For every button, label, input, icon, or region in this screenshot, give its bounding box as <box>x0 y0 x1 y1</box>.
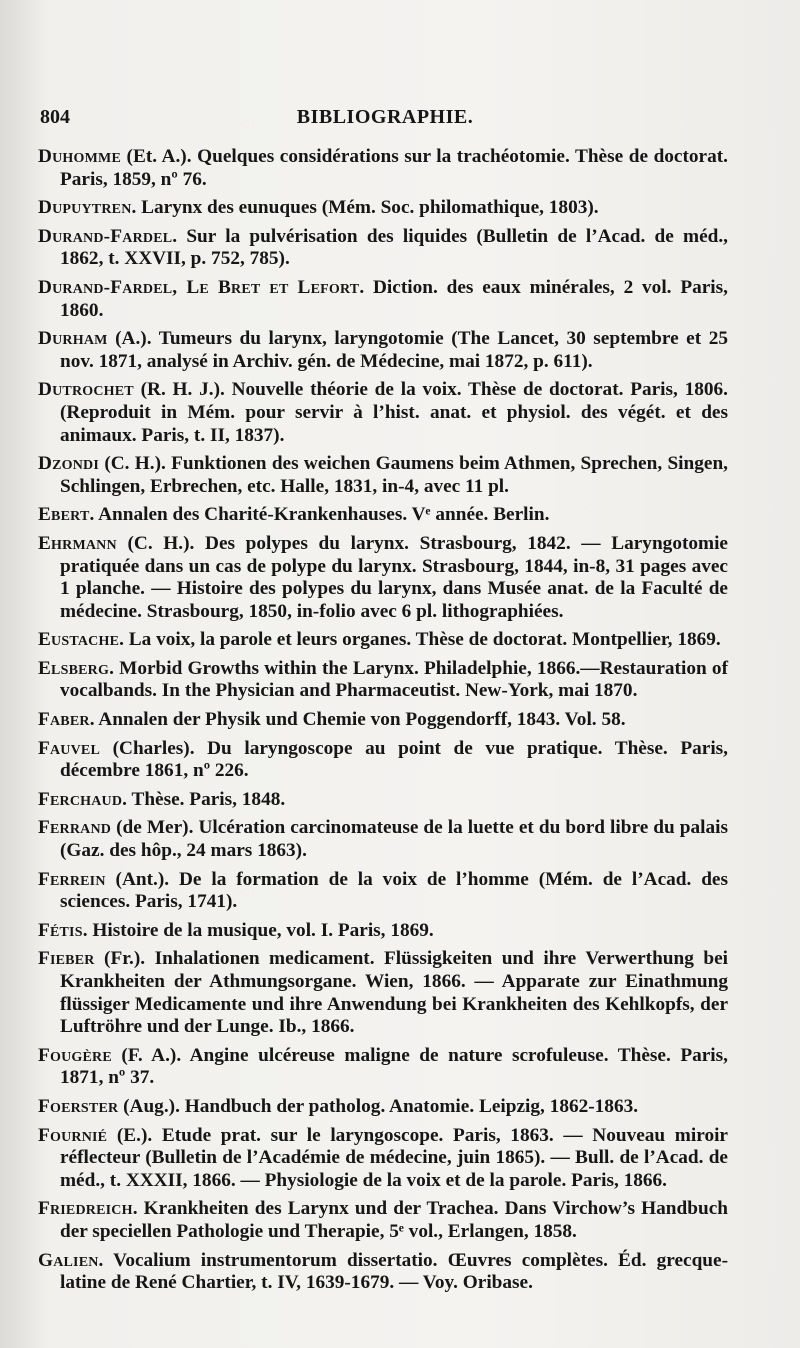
entry-text: (Fr.). Inhalationen medicament. Flüssigkeiten und ihre Verwerthung bei Krankheiten der Athmungsorgane. Wien, 1866. — Apparate zur Einathmung flüssiger Medicamente und ihre Anwendung bei Krankheiten des Kehlkopfs, der Luftröhre und der Lunge. Ib., 1866. <box>60 948 728 1038</box>
bibliography-entry <box>38 789 728 812</box>
entry-text: . Annalen der Physik und Chemie von Poggendorff, 1843. Vol. 58. <box>89 709 626 731</box>
running-title: BIBLIOGRAPHIE. <box>296 106 474 128</box>
entry-text: . Krankheiten des Larynx und der Trachea. Dans Virchow’s Handbuch der speciellen Pathologie und Therapie, 5ᵉ vol., Erlangen, 1858. <box>60 1198 728 1242</box>
bibliography-entry <box>38 1125 728 1193</box>
bibliography-entry <box>38 869 728 914</box>
entry-text: (Ant.). De la formation de la voix de l’homme (Mém. de l’Acad. des sciences. Paris, 1741). <box>60 868 728 913</box>
entry-author: Ferchaud <box>38 788 123 810</box>
bibliography-entry <box>38 277 728 322</box>
entry-text: (R. H. J.). Nouvelle théorie de la voix. Thèse de doctorat. Paris, 1806. (Reproduit in Mém. pour servir à l’hist. anat. et physiol. des végét. et des animaux. Paris, t. II, 1837). <box>60 379 728 446</box>
entry-text: . Vocalium instrumentorum dissertatio. Œuvres complètes. Éd. grecque-latine de René Chartier, t. IV, 1639-1679. — Voy. Oribase. <box>60 1249 728 1294</box>
entry-text: (F. A.). Angine ulcéreuse maligne de nature scrofuleuse. Thèse. Paris, 1871, nº 37. <box>60 1044 728 1089</box>
bibliography-entry <box>38 533 728 623</box>
entry-author: Fauvel <box>38 737 100 759</box>
entry-text: . Sur la pulvérisation des liquides (Bulletin de l’Acad. de méd., 1862, t. XXVII, p. 752, 785). <box>60 225 728 270</box>
entry-text: (Charles). Du laryngoscope au point de vue pratique. Thèse. Paris, décembre 1861, nº 226. <box>60 737 728 782</box>
entry-text: (E.). Etude prat. sur le laryngoscope. Paris, 1863. — Nouveau miroir réflecteur (Bulletin de l’Académie de médecine, juin 1865). — Bull. de l’Acad. de méd., t. XXXII, 1866. — Physiologie de la voix et de la parole. Paris, 1866. <box>60 1124 728 1191</box>
bibliography-entry <box>38 1096 728 1119</box>
entry-author: Faber <box>38 709 90 731</box>
bibliography-entry <box>38 379 728 447</box>
entry-author: Fournié <box>38 1124 108 1146</box>
page-number: 804 <box>40 106 70 128</box>
entry-text: (A.). Tumeurs du larynx, laryngotomie (The Lancet, 30 septembre et 25 nov. 1871, analysé in Archiv. gén. de Médecine, mai 1872, p. 611). <box>60 328 728 372</box>
entry-author: Friedreich <box>38 1198 133 1220</box>
bibliography-entry <box>38 629 728 652</box>
entry-author: Fieber <box>38 948 95 970</box>
entry-text: (C. H.). Des polypes du larynx. Strasbourg, 1842. — Laryngotomie pratiquée dans un cas de polype du larynx. Strasbourg, 1844, in-8, 31 pages avec 1 planche. — Histoire des polypes du larynx, dans Musée anat. de la Faculté de médecine. Strasbourg, 1850, in-folio avec 6 pl. lithographiées. <box>60 532 728 622</box>
entry-author: Dupuytren <box>38 197 132 219</box>
bibliography-entry <box>38 453 728 498</box>
entry-author: Fétis <box>38 919 83 941</box>
entry-author: Ebert <box>38 504 90 526</box>
bibliography-entry <box>38 738 728 783</box>
bibliography-entry <box>38 658 728 703</box>
entry-author: Ferrein <box>38 868 106 890</box>
entry-text: (Et. A.). Quelques considérations sur la trachéotomie. Thèse de doctorat. Paris, 1859, nº 76. <box>60 146 728 190</box>
entry-text: . Histoire de la musique, vol. I. Paris, 1869. <box>82 919 434 941</box>
bibliography-entry <box>38 1045 728 1090</box>
entry-text: . La voix, la parole et leurs organes. Thèse de doctorat. Montpellier, 1869. <box>119 629 721 651</box>
bibliography-entry <box>38 817 728 862</box>
entry-text: . Diction. des eaux minérales, 2 vol. Paris, 1860. <box>60 276 728 321</box>
bibliography-list <box>38 146 728 1301</box>
entry-author: Foerster <box>38 1095 119 1117</box>
bibliography-entry <box>38 504 728 527</box>
entry-author: Dutrochet <box>38 379 134 401</box>
bibliography-entry <box>38 226 728 271</box>
entry-author: Ferrand <box>38 817 112 839</box>
bibliography-entry <box>38 328 728 373</box>
entry-author: Ehrmann <box>38 532 117 554</box>
entry-text: (de Mer). Ulcération carcinomateuse de la luette et du bord libre du palais (Gaz. des hôp., 24 mars 1863). <box>60 817 728 862</box>
entry-author: Galien <box>38 1249 99 1271</box>
entry-author: Durham <box>38 328 108 350</box>
bibliography-entry <box>38 197 728 220</box>
bibliography-entry <box>38 709 728 732</box>
entry-text: . Larynx des eunuques (Mém. Soc. philomathique, 1803). <box>131 197 599 219</box>
entry-author: Duhomme <box>38 146 121 167</box>
bibliography-entry <box>38 948 728 1038</box>
entry-text: . Thèse. Paris, 1848. <box>122 788 286 810</box>
bibliography-entry <box>38 146 728 191</box>
entry-text: (Aug.). Handbuch der patholog. Anatomie. Leipzig, 1862-1863. <box>118 1095 639 1117</box>
entry-text: . Annalen des Charité-Krankenhauses. Vᵉ année. Berlin. <box>89 504 550 526</box>
entry-author: Eustache <box>38 629 120 651</box>
bibliography-entry <box>38 920 728 943</box>
page-header <box>40 106 730 134</box>
entry-text: (C. H.). Funktionen des weichen Gaumens beim Athmen, Sprechen, Singen, Schlingen, Erbrechen, etc. Halle, 1831, in-4, avec 11 pl. <box>60 453 728 497</box>
entry-author: Fougère <box>38 1044 112 1066</box>
bibliography-entry <box>38 1250 728 1295</box>
entry-text: . Morbid Growths within the Larynx. Philadelphie, 1866.—Restauration of vocalbands. In the Physician and Pharmaceutist. New-York, mai 1870. <box>60 657 728 702</box>
entry-author: Elsberg <box>38 657 110 679</box>
entry-author: Dzondi <box>38 453 100 475</box>
entry-author: Durand-Fardel <box>38 225 173 247</box>
bibliography-entry <box>38 1198 728 1243</box>
entry-author: Durand-Fardel, Le Bret et Lefort <box>38 276 360 298</box>
